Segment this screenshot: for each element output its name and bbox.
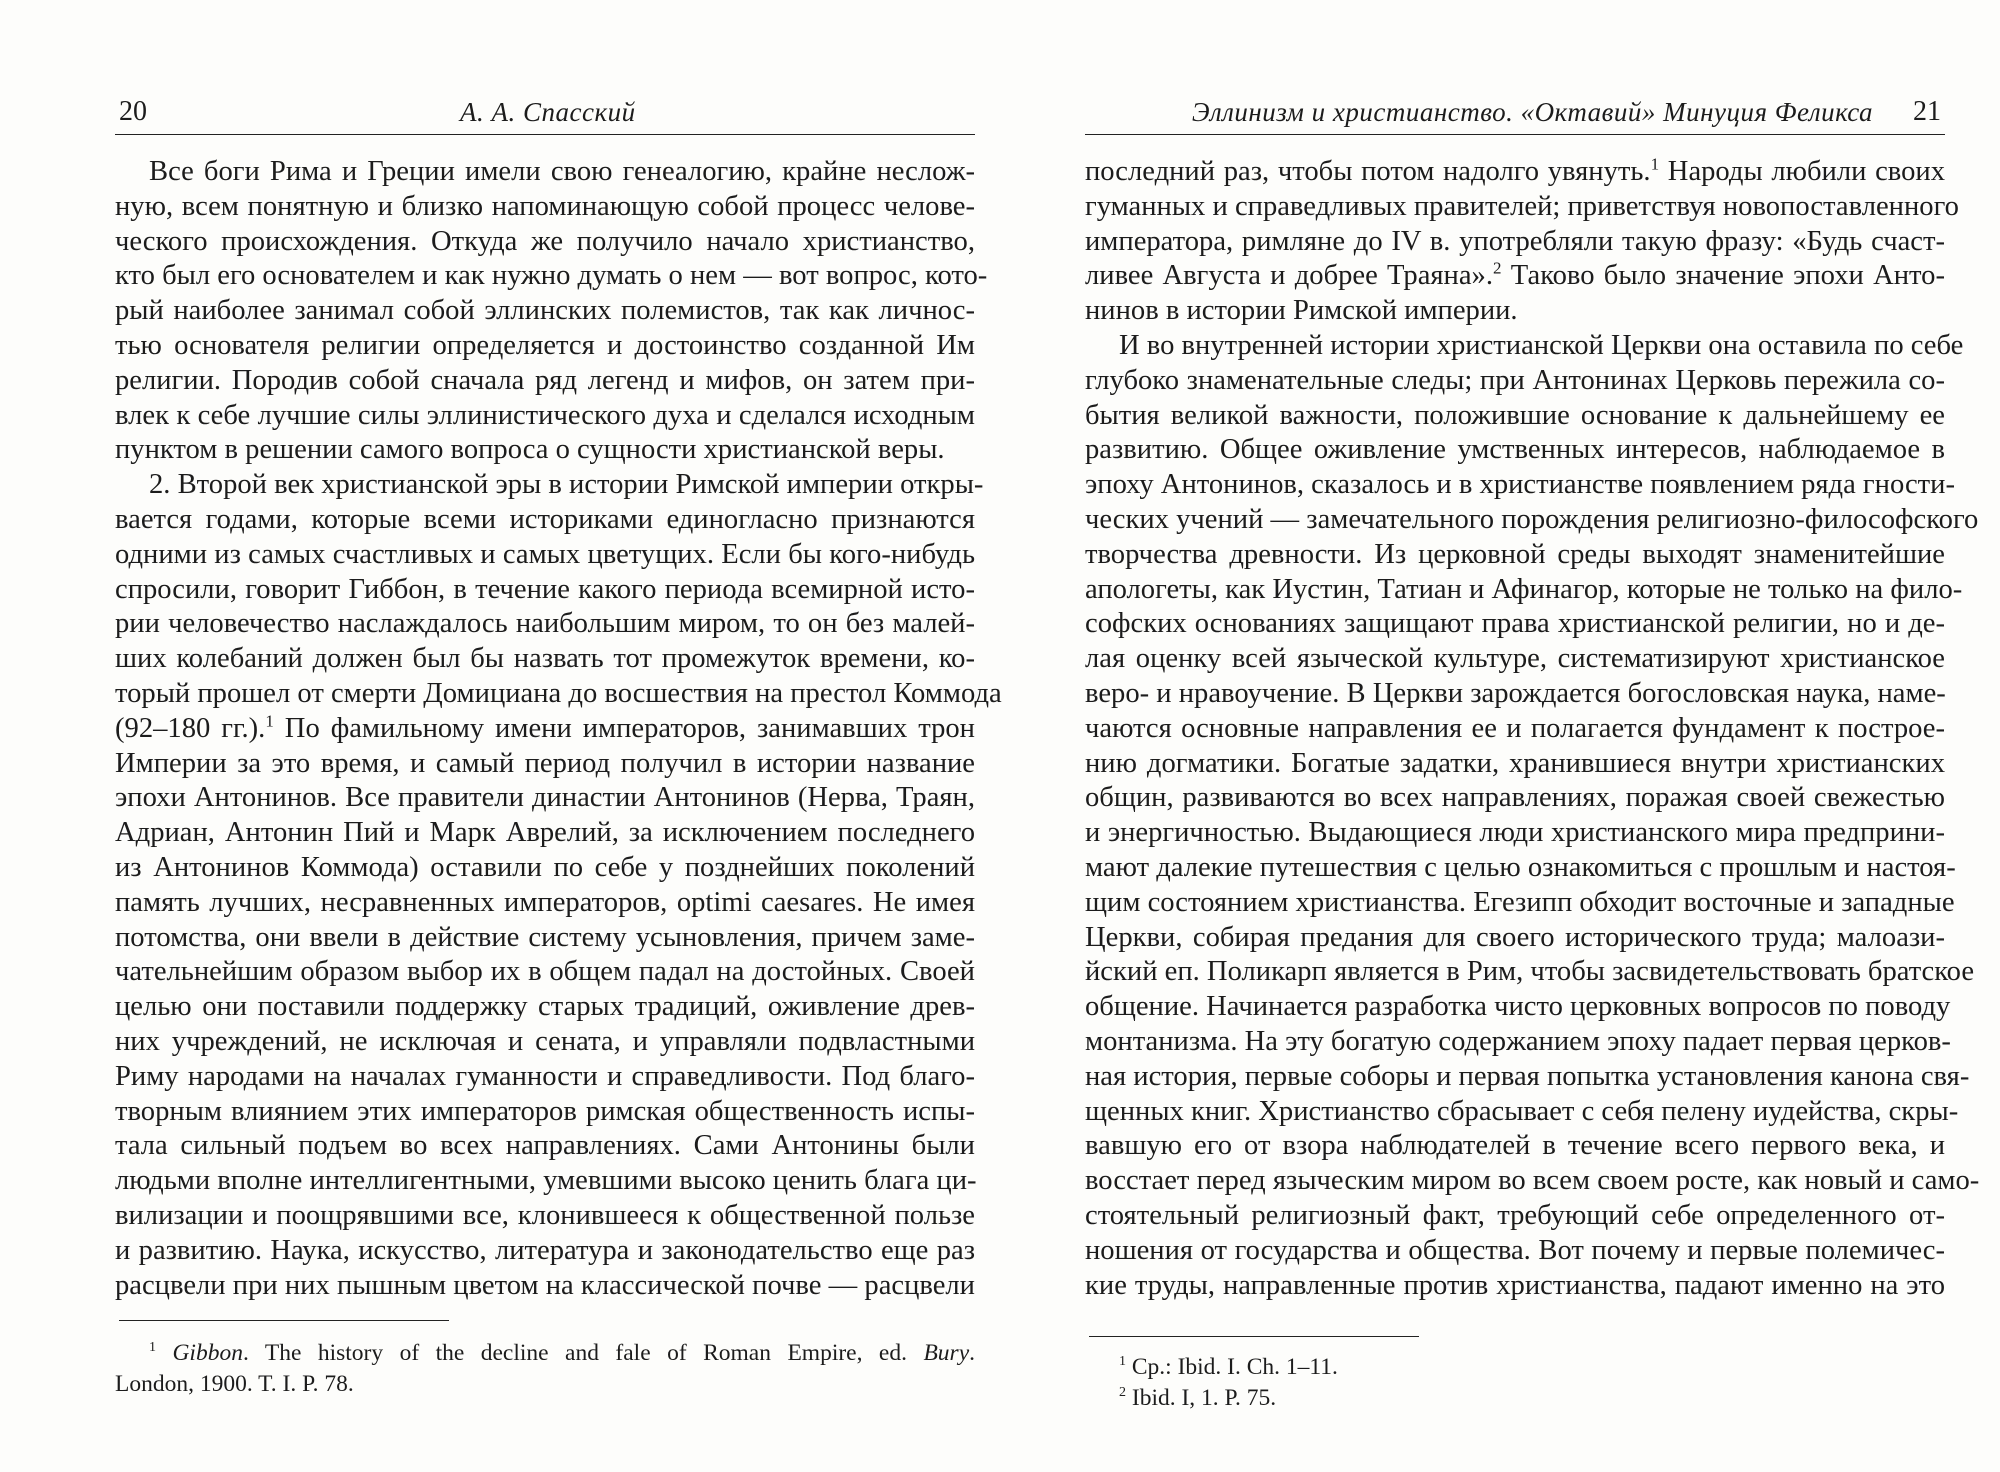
footnote-line [1085, 1383, 1945, 1414]
text-line: расцвели при них пышным цветом на классической почве — расцвели [115, 1269, 975, 1301]
text-line: общение. Начинается разработка чисто церковных вопросов по поводу [1085, 991, 1951, 1023]
text-line: развитию. Общее оживление умственных интересов, наблюдаемое в [1085, 434, 1945, 466]
text-line: монтанизма. На эту богатую содержанием эпоху падает первая церков- [1085, 1025, 1951, 1057]
text-line: память лучших, несравненных императоров, optimi caesares. Не имея [115, 886, 975, 918]
text-line: чаются основные направления ее и полагается фундамент к построе- [1085, 712, 1945, 744]
text-line: ношения от государства и общества. Вот почему и первые полемичес- [1085, 1234, 1945, 1266]
text-line: вилизации и поощрявшими все, клонившееся к общественной пользе [115, 1199, 975, 1231]
right-running-head [1085, 98, 1945, 135]
left-footnotes [115, 1338, 975, 1400]
text-fragment: По фамильному имени императоров, занимавших трон [284, 712, 975, 744]
text-line: кие труды, направленные против христианства, падают именно на это [1085, 1269, 1945, 1301]
text-fragment: (92–180 гг.). [115, 712, 266, 744]
right-footnotes [1085, 1352, 1945, 1414]
text-line: Империи за это время, и самый период получил в истории название [115, 747, 975, 779]
footnote-divider [119, 1320, 449, 1321]
text-line: чательнейшим образом выбор их в общем падал на достойных. Своей [115, 956, 975, 988]
footnote-text-tail: . [969, 1340, 975, 1366]
footnote-editor: Bury [923, 1340, 970, 1366]
text-line: восстает перед языческим миром во всем своем росте, как новый и само- [1085, 1165, 1980, 1197]
text-line: рый наиболее занимал собой эллинских полемистов, так как личнос- [115, 295, 975, 327]
text-line-with-note [1085, 259, 1945, 294]
text-line: тью основателя религии определяется и достоинство созданной Им [115, 329, 975, 361]
text-line: эпохи Антонинов. Все правители династии Антонинов (Нерва, Траян, [115, 782, 975, 814]
text-line: гуманных и справедливых правителей; приветствуя новопоставленного [1085, 190, 1959, 222]
footnote-marker: 1 [1119, 1354, 1126, 1370]
left-running-head [115, 98, 975, 135]
text-line: нию догматики. Богатые задатки, хранившиеся внутри христианских [1085, 747, 1945, 779]
text-line: императора, римляне до IV в. употребляли такую фразу: «Будь счаст- [1085, 225, 1945, 257]
text-line: одними из самых счастливых и самых цветущих. Если бы кого-нибудь [115, 538, 975, 570]
text-line-with-note [1085, 155, 1945, 190]
footnote-text: . The history of the decline and fale of Roman Empire, ed. [242, 1340, 924, 1366]
text-line: софских основаниях защищают права христианской религии, но и де- [1085, 608, 1945, 640]
left-body-text [115, 155, 1002, 1303]
footnote-text: Ibid. I, 1. P. 75. [1131, 1385, 1277, 1411]
text-line: лая оценку всей языческой культуре, систематизируют христианское [1085, 643, 1945, 675]
footnote-text: Ср.: Ibid. I. Ch. 1–11. [1131, 1354, 1338, 1380]
text-line: влек к себе лучшие силы эллинистического духа и сделался исходным [115, 399, 975, 431]
text-line: мают далекие путешествия с целью ознакомиться с прошлым и настоя- [1085, 851, 1956, 883]
footnote-ref: 1 [265, 711, 274, 731]
text-line: Риму народами на началах гуманности и справедливости. Под благо- [115, 1060, 975, 1092]
text-line: ная история, первые соборы и первая попытка установления канона свя- [1085, 1060, 1970, 1092]
text-line: и развитию. Наука, искусство, литература и законодательство еще раз [115, 1234, 975, 1266]
footnote-line [1085, 1352, 1945, 1383]
text-line: вавшую его от взора наблюдателей в течение всего первого века, и [1085, 1130, 1945, 1162]
text-line: Церкви, собирая предания для своего исторического труда; малоази- [1085, 921, 1945, 953]
text-line: нинов в истории Римской империи. [1085, 295, 1518, 327]
text-line: кто был его основателем и как нужно думать о нем — вот вопрос, кото- [115, 260, 988, 292]
text-line: стоятельный религиозный факт, требующий себе определенного от- [1085, 1199, 1945, 1231]
text-line: щим состоянием христианства. Егезипп обходит восточные и западные [1085, 886, 1955, 918]
footnote-ref: 1 [1650, 154, 1660, 174]
footnote-marker: 2 [1119, 1385, 1126, 1401]
text-line: спросили, говорит Гиббон, в течение какого периода всемирной исто- [115, 573, 975, 605]
text-line: общин, развиваются во всех направлениях, поражая своей свежестью [1085, 782, 1945, 814]
right-body-text [1085, 154, 1980, 1303]
text-line: веро- и нравоучение. В Церкви зарождается богословская наука, наме- [1085, 677, 1946, 709]
text-line: 2. Второй век христианской эры в истории Римской империи откры- [149, 469, 984, 501]
text-line: эпоху Антонинов, сказалось и в христианстве появлением ряда гности- [1085, 469, 1955, 501]
text-fragment: Таково было значение эпохи Анто- [1510, 260, 1945, 292]
text-fragment: ливее Августа и добрее Траяна». [1085, 260, 1493, 292]
left-page [115, 0, 1002, 1472]
text-line: ную, всем понятную и близко напоминающую собой процесс челове- [115, 190, 975, 222]
text-line: ческих учений — замечательного порождения религиозно-философского [1085, 503, 1979, 535]
text-line-with-note [115, 712, 975, 747]
left-page-number: 20 [119, 96, 147, 127]
text-line: и энергичностью. Выдающиеся люди христианского мира предприни- [1085, 817, 1945, 849]
text-line: торый прошел от смерти Домициана до восшествия на престол Коммода [115, 677, 1002, 709]
right-page-number: 21 [1913, 96, 1941, 127]
text-line: вается годами, которые всеми историками единогласно признаются [115, 503, 975, 535]
right-running-title: Эллинизм и христианство. «Октавий» Минуция Феликса [1191, 97, 1873, 127]
text-line: тала сильный подъем во всех направлениях. Сами Антонины были [115, 1130, 975, 1162]
text-line: глубоко знаменательные следы; при Антонинах Церковь пережила со- [1085, 364, 1945, 396]
footnote-ref: 2 [1493, 258, 1502, 278]
text-line: апологеты, как Иустин, Татиан и Афинагор, которые не только на фило- [1085, 573, 1963, 605]
text-line: целью они поставили поддержку старых традиций, оживление древ- [115, 991, 975, 1023]
text-fragment: последний раз, чтобы потом надолго увянуть. [1085, 156, 1651, 187]
text-line: творным влиянием этих императоров римская общественность испы- [115, 1095, 975, 1127]
text-line: людьми вполне интеллигентными, умевшими высоко ценить блага ци- [115, 1165, 977, 1197]
right-page [1085, 0, 1980, 1472]
text-line: творчества древности. Из церковной среды выходят знаменитейшие [1085, 538, 1945, 570]
text-line: Все боги Рима и Греции имели свою генеалогию, крайне неслож- [149, 156, 975, 187]
text-line: щенных книг. Христианство сбрасывает с себя пелену иудейства, скры- [1085, 1095, 1959, 1127]
text-line: рии человечество наслаждалось наибольшим миром, то он без малей- [115, 608, 975, 640]
footnote-divider [1089, 1336, 1419, 1337]
text-fragment: Народы любили своих [1667, 156, 1945, 187]
text-line: из Антонинов Коммода) оставили по себе у позднейших поколений [115, 851, 975, 883]
text-line: ших колебаний должен был бы назвать тот промежуток времени, ко- [115, 643, 975, 675]
text-line: йский еп. Поликарп является в Рим, чтобы засвидетельствовать братское [1085, 956, 1975, 988]
text-line: бытия великой важности, положившие основание к дальнейшему ее [1085, 399, 1945, 431]
footnote-author: Gibbon [172, 1340, 243, 1366]
text-line: пунктом в решении самого вопроса о сущности христианской веры. [115, 434, 945, 466]
text-line: Адриан, Антонин Пий и Марк Аврелий, за исключением последнего [115, 817, 975, 849]
text-line: ческого происхождения. Откуда же получило начало христианство, [115, 225, 975, 257]
text-line: И во внутренней истории христианской Церкви она оставила по себе [1119, 329, 1964, 361]
footnote-line: London, 1900. T. I. P. 78. [115, 1371, 354, 1397]
text-line: потомства, они ввели в действие систему усыновления, причем заме- [115, 921, 975, 953]
footnote-line [115, 1338, 975, 1369]
text-line: религии. Породив собой сначала ряд легенд и мифов, он затем при- [115, 364, 975, 396]
footnote-marker: 1 [149, 1340, 156, 1356]
left-running-title: А. А. Спасский [460, 97, 636, 127]
text-line: них учреждений, не исключая и сената, и управляли подвластными [115, 1025, 975, 1057]
